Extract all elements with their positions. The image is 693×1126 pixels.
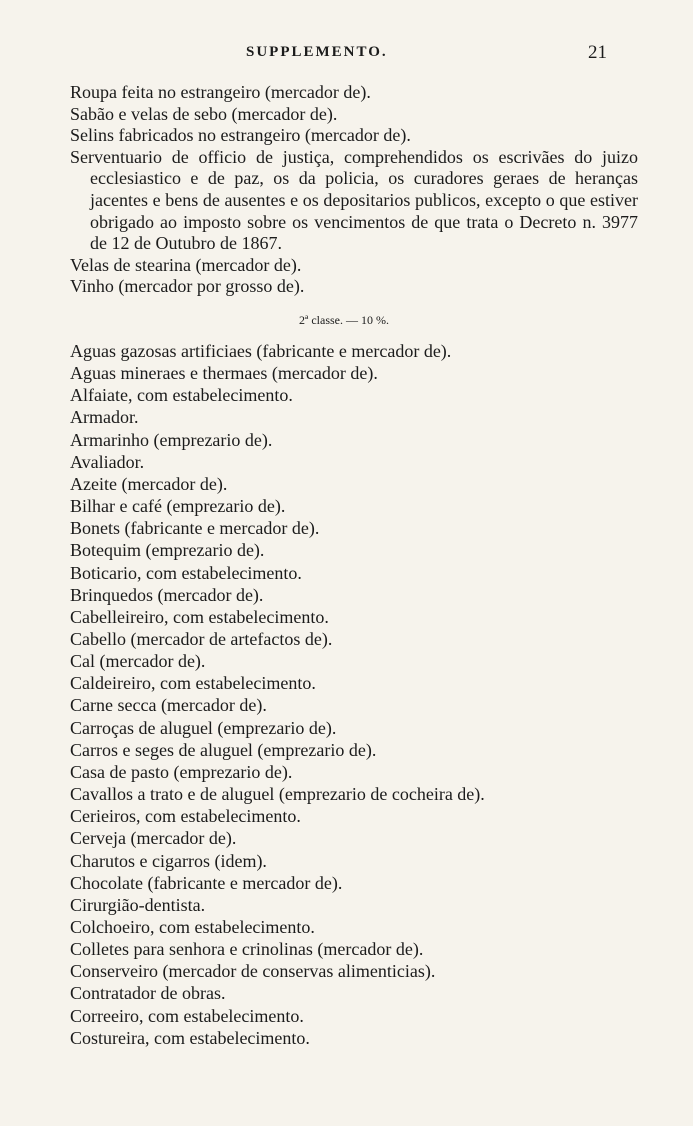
list-item: Alfaiate, com estabelecimento. [70,385,293,406]
page-number: 21 [588,42,607,63]
list-item: Cal (mercador de). [70,651,206,672]
list-item-long: Serventuario de officio de justiça, comprehendidos os escrivães do juizo ecclesiastico e de paz, os da policia, os curadores geraes de heranças jacentes e bens de ausentes e os depositarios publicos, excepto o que estiver obrigado ao imposto sobre os vencimentos de que trata o Decreto n. 3977 de 12 de Outubro de 1867. [70,146,638,254]
list-item: Cerveja (mercador de). [70,828,237,849]
page-header [0,42,693,68]
list-item: Charutos e cigarros (idem). [70,850,267,871]
list-item: Bilhar e café (emprezario de). [70,496,286,517]
list-item: Correeiro, com estabelecimento. [70,1005,304,1026]
list-item: Aguas gazosas artificiaes (fabricante e mercador de). [70,340,452,361]
list-item: Bonets (fabricante e mercador de). [70,518,320,539]
list-item: Boticario, com estabelecimento. [70,562,302,583]
list-item: Cabelleireiro, com estabelecimento. [70,606,329,627]
list-item: Contratador de obras. [70,983,226,1004]
list-item: Roupa feita no estrangeiro (mercador de). [70,82,371,102]
list-item: Cabello (mercador de artefactos de). [70,628,333,649]
list-item: Costureira, com estabelecimento. [70,1027,310,1048]
list-item: Aguas mineraes e thermaes (mercador de). [70,363,378,384]
second-class-list [70,340,630,1049]
list-item: Cavallos a trato e de aluguel (emprezario de cocheira de). [70,784,485,805]
list-item: Casa de pasto (emprezario de). [70,761,293,782]
list-item: Carros e seges de aluguel (emprezario de). [70,739,377,760]
list-item: Armador. [70,407,139,428]
list-item: Caldeireiro, com estabelecimento. [70,673,316,694]
list-item: Armarinho (emprezario de). [70,429,273,450]
list-item: Vinho (mercador por grosso de). [70,276,305,297]
list-item: Botequim (emprezario de). [70,540,265,561]
first-class-list [70,82,638,298]
list-item: Carroças de aluguel (emprezario de). [70,717,337,738]
body-text [70,82,638,1049]
running-title: SUPPLEMENTO. [246,44,388,60]
list-item: Selins fabricados no estrangeiro (mercador de). [70,125,411,146]
list-item: Carne secca (mercador de). [70,695,267,716]
list-item: Avaliador. [70,451,145,472]
list-item: Colchoeiro, com estabelecimento. [70,917,315,937]
list-item: Brinquedos (mercador de). [70,584,264,605]
list-item: Sabão e velas de sebo (mercador de). [70,103,338,124]
list-item: Colletes para senhora e crinolinas (mercador de). [70,939,424,960]
section-heading: 2ª classe. — 10 %. [299,312,389,327]
list-item: Chocolate (fabricante e mercador de). [70,872,343,893]
list-item: Conserveiro (mercador de conservas alimenticias). [70,961,436,982]
list-item: Velas de stearina (mercador de). [70,254,302,275]
list-item: Azeite (mercador de). [70,473,228,494]
list-item: Cerieiros, com estabelecimento. [70,806,301,827]
list-item: Cirurgião-dentista. [70,894,206,915]
